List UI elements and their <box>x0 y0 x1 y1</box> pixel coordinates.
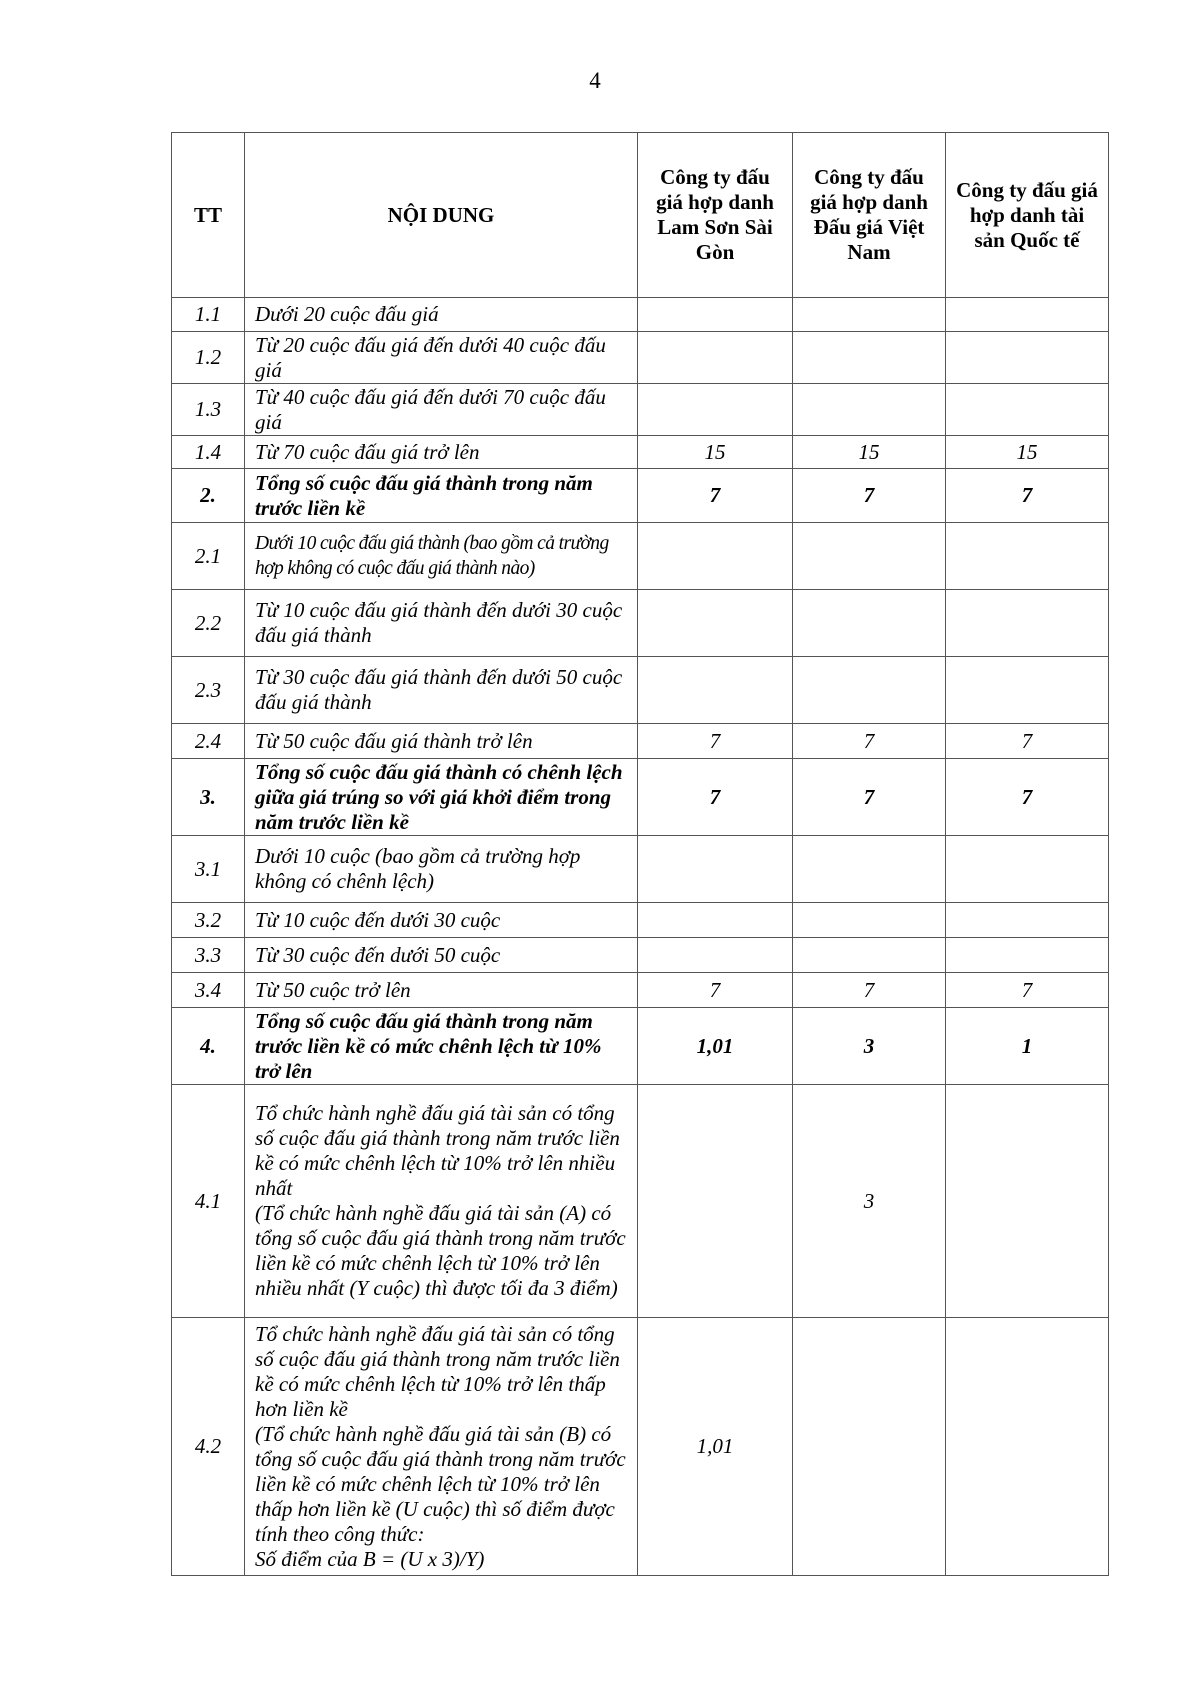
row-value-company-2 <box>793 298 946 332</box>
row-value-company-3 <box>946 523 1109 590</box>
row-value-company-1 <box>638 332 793 384</box>
row-tt: 1.4 <box>172 436 245 469</box>
row-value-company-1: 1,01 <box>638 1318 793 1576</box>
row-value-company-1: 7 <box>638 759 793 836</box>
row-value-company-2: 15 <box>793 436 946 469</box>
row-content: Tổng số cuộc đấu giá thành trong năm trước liền kề <box>245 469 638 523</box>
row-value-company-2 <box>793 903 946 938</box>
row-value-company-3: 7 <box>946 724 1109 759</box>
row-content: Từ 20 cuộc đấu giá đến dưới 40 cuộc đấu giá <box>245 332 638 384</box>
table-row <box>172 1008 1109 1085</box>
row-value-company-2: 3 <box>793 1008 946 1085</box>
row-value-company-1 <box>638 1085 793 1318</box>
row-tt: 1.2 <box>172 332 245 384</box>
row-value-company-3 <box>946 657 1109 724</box>
row-value-company-2 <box>793 836 946 903</box>
row-value-company-1: 1,01 <box>638 1008 793 1085</box>
row-content: Dưới 10 cuộc (bao gồm cả trường hợp không có chênh lệch) <box>245 836 638 903</box>
row-content: Dưới 20 cuộc đấu giá <box>245 298 638 332</box>
table-row <box>172 1318 1109 1576</box>
page-number: 4 <box>589 68 601 93</box>
table-row <box>172 332 1109 384</box>
row-value-company-2: 3 <box>793 1085 946 1318</box>
header-content: NỘI DUNG <box>245 133 638 298</box>
row-tt: 4. <box>172 1008 245 1085</box>
table-row <box>172 938 1109 973</box>
row-value-company-2: 7 <box>793 724 946 759</box>
row-value-company-2 <box>793 657 946 724</box>
table-row <box>172 298 1109 332</box>
row-content: Từ 10 cuộc đấu giá thành đến dưới 30 cuộc đấu giá thành <box>245 590 638 657</box>
row-value-company-3: 15 <box>946 436 1109 469</box>
row-tt: 3.2 <box>172 903 245 938</box>
row-content: Từ 50 cuộc đấu giá thành trở lên <box>245 724 638 759</box>
row-content: Từ 30 cuộc đấu giá thành đến dưới 50 cuộc đấu giá thành <box>245 657 638 724</box>
row-tt: 2. <box>172 469 245 523</box>
row-tt: 3.3 <box>172 938 245 973</box>
row-value-company-3: 1 <box>946 1008 1109 1085</box>
row-value-company-1 <box>638 657 793 724</box>
table-row <box>172 384 1109 436</box>
row-value-company-1 <box>638 590 793 657</box>
row-content: Từ 10 cuộc đến dưới 30 cuộc <box>245 903 638 938</box>
header-tt: TT <box>172 133 245 298</box>
row-value-company-2 <box>793 332 946 384</box>
row-value-company-2 <box>793 1318 946 1576</box>
row-content-note: (Tổ chức hành nghề đấu giá tài sản (A) có tổng số cuộc đấu giá thành trong năm trước liền kề có mức chênh lệch từ 10% trở lên nhiều nhất (Y cuộc) thì được tối đa 3 điểm) <box>255 1201 626 1300</box>
row-content: Tổng số cuộc đấu giá thành có chênh lệch giữa giá trúng so với giá khởi điểm trong năm trước liền kề <box>245 759 638 836</box>
row-value-company-2 <box>793 523 946 590</box>
table-row <box>172 759 1109 836</box>
row-content: Từ 40 cuộc đấu giá đến dưới 70 cuộc đấu giá <box>245 384 638 436</box>
row-value-company-1: 7 <box>638 469 793 523</box>
row-value-company-2: 7 <box>793 759 946 836</box>
row-tt: 1.3 <box>172 384 245 436</box>
row-tt: 1.1 <box>172 298 245 332</box>
table-row <box>172 973 1109 1008</box>
row-tt: 2.3 <box>172 657 245 724</box>
row-value-company-1: 7 <box>638 973 793 1008</box>
row-content: Từ 30 cuộc đến dưới 50 cuộc <box>245 938 638 973</box>
table-row <box>172 724 1109 759</box>
row-value-company-1 <box>638 836 793 903</box>
row-tt: 4.1 <box>172 1085 245 1318</box>
row-content: Dưới 10 cuộc đấu giá thành (bao gồm cả trường hợp không có cuộc đấu giá thành nào) <box>245 523 638 590</box>
table-row <box>172 590 1109 657</box>
row-value-company-1: 7 <box>638 724 793 759</box>
row-value-company-2 <box>793 384 946 436</box>
row-value-company-3 <box>946 384 1109 436</box>
row-value-company-3: 7 <box>946 469 1109 523</box>
row-content: Từ 50 cuộc trở lên <box>245 973 638 1008</box>
row-value-company-1 <box>638 523 793 590</box>
row-value-company-3 <box>946 938 1109 973</box>
row-value-company-1: 15 <box>638 436 793 469</box>
table-row <box>172 469 1109 523</box>
scoring-table <box>171 132 1109 1576</box>
row-value-company-3: 7 <box>946 759 1109 836</box>
header-company-3: Công ty đấu giá hợp danh tài sản Quốc tế <box>946 133 1109 298</box>
row-value-company-3 <box>946 590 1109 657</box>
row-value-company-1 <box>638 938 793 973</box>
row-content <box>245 1318 638 1576</box>
row-tt: 4.2 <box>172 1318 245 1576</box>
row-value-company-3 <box>946 298 1109 332</box>
table-row <box>172 836 1109 903</box>
row-content-line: Tổ chức hành nghề đấu giá tài sản có tổng số cuộc đấu giá thành trong năm trước liền kề có mức chênh lệch từ 10% trở lên nhiều nhất <box>255 1101 620 1200</box>
row-tt: 2.4 <box>172 724 245 759</box>
row-value-company-2 <box>793 938 946 973</box>
row-value-company-2 <box>793 590 946 657</box>
row-value-company-1 <box>638 903 793 938</box>
row-tt: 2.2 <box>172 590 245 657</box>
row-content: Từ 70 cuộc đấu giá trở lên <box>245 436 638 469</box>
row-value-company-2: 7 <box>793 469 946 523</box>
row-content-formula: Số điểm của B = (U x 3)/Y) <box>255 1546 485 1571</box>
table-row <box>172 436 1109 469</box>
row-value-company-3 <box>946 332 1109 384</box>
row-value-company-3 <box>946 903 1109 938</box>
table-row <box>172 523 1109 590</box>
header-company-1: Công ty đấu giá hợp danh Lam Sơn Sài Gòn <box>638 133 793 298</box>
row-tt: 3. <box>172 759 245 836</box>
header-company-2: Công ty đấu giá hợp danh Đấu giá Việt Nam <box>793 133 946 298</box>
table-row <box>172 903 1109 938</box>
row-tt: 3.1 <box>172 836 245 903</box>
table-row <box>172 1085 1109 1318</box>
row-content-note: (Tổ chức hành nghề đấu giá tài sản (B) có tổng số cuộc đấu giá thành trong năm trước liền kề có mức chênh lệch từ 10% trở lên thấp hơn liền kề (U cuộc) thì số điểm được tính theo công thức: <box>255 1421 626 1546</box>
row-content: Tổng số cuộc đấu giá thành trong năm trước liền kề có mức chênh lệch từ 10% trở lên <box>245 1008 638 1085</box>
row-value-company-3 <box>946 1085 1109 1318</box>
header-row <box>172 133 1109 298</box>
row-tt: 2.1 <box>172 523 245 590</box>
row-value-company-3: 7 <box>946 973 1109 1008</box>
table-row <box>172 657 1109 724</box>
row-value-company-3 <box>946 1318 1109 1576</box>
row-content <box>245 1085 638 1318</box>
row-value-company-2: 7 <box>793 973 946 1008</box>
row-value-company-3 <box>946 836 1109 903</box>
row-value-company-1 <box>638 384 793 436</box>
row-content-line: Tổ chức hành nghề đấu giá tài sản có tổng số cuộc đấu giá thành trong năm trước liền kề có mức chênh lệch từ 10% trở lên thấp hơn liền kề <box>255 1321 620 1421</box>
row-value-company-1 <box>638 298 793 332</box>
row-tt: 3.4 <box>172 973 245 1008</box>
